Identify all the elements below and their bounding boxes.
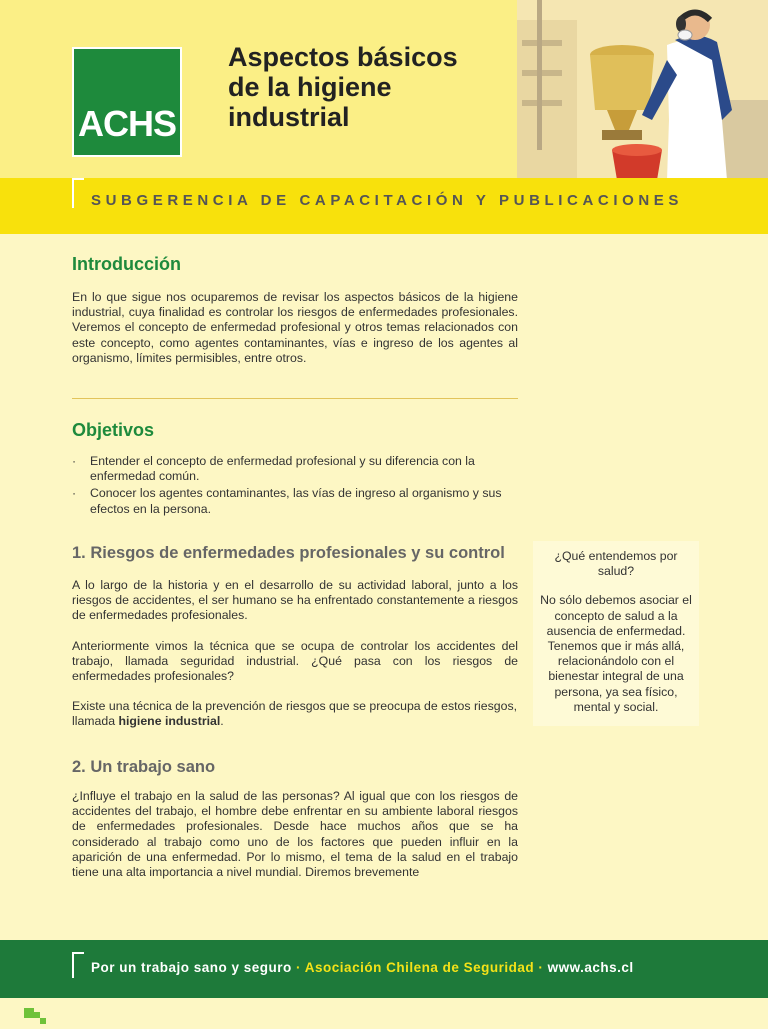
text-span: . [220,714,224,729]
document-title [228,42,518,132]
section1-heading: 1. Riesgos de enfermedades profesionales y su control [72,544,505,562]
corner-decoration [24,1004,48,1024]
sidebar-answer: No sólo debemos asociar el concepto de salud a la ausencia de enfermedad. Tenemos que ir más allá, relacionándolo con el bienestar integral de una persona, ya sea físico, mental y social. [540,593,692,714]
band-corner-mark [72,178,84,208]
footer-org: Asociación Chilena de Seguridad [304,960,535,975]
footer-separator: · [291,960,305,975]
intro-heading: Introducción [72,254,181,274]
footer-slogan: Por un trabajo sano y seguro [91,960,292,975]
intro-paragraph: En lo que sigue nos ocuparemos de revisar los aspectos básicos de la higiene industrial, cuya finalidad es controlar los riesgos de enfermedades profesionales. Veremos el concepto de enfermedad profesional y otros temas relacionados con este concepto, como agentes contaminantes, vías e ingreso de los agentes al organismo, límites permisibles, entre otros. [72,290,518,365]
worker-illustration [517,0,768,180]
list-item: · Entender el concepto de enfermedad profesional y su diferencia con la enfermedad común. [72,454,518,484]
section2-heading: 2. Un trabajo sano [72,758,216,776]
list-item: · Conocer los agentes contaminantes, las vías de ingreso al organismo y sus efectos en la persona. [72,486,518,516]
achs-logo [72,47,182,157]
section2-paragraph: ¿Influye el trabajo en la salud de las personas? Al igual que con los riesgos de accidentes del trabajo, el hombre debe enfrentar en su ambiente laboral riesgos de enfermedades profesionales. Desde hace muchos años que se ha considerado al trabajo como uno de los factores que pueden influir en la aparición de una enfermedad. Por lo mismo, el tema de la salud en el trabajo tiene una alta importancia a nivel mundial. Diremos brevemente [72,789,518,880]
title-line: Aspectos básicos [228,42,458,72]
logo-text: ACHS [77,103,176,144]
objectives-heading: Objetivos [72,420,155,440]
bold-term: higiene industrial [118,714,221,729]
sidebar-question: ¿Qué entendemos por salud? [554,549,678,579]
section-divider [72,398,518,399]
footer-text [91,960,634,975]
text-span: Existe una técnica de la prevención de riesgos que se preocupa de estos riesgos, llamada [72,699,518,729]
section1-paragraph [72,699,518,729]
objectives-list [72,454,518,519]
title-line: industrial [228,102,350,132]
footer-corner-mark [72,952,84,978]
section1-paragraph: Anteriormente vimos la técnica que se ocupa de controlar los accidentes del trabajo, llamada seguridad industrial. ¿Qué pasa con los riesgos de enfermedades profesionales? [72,639,518,684]
department-name: SUBGERENCIA DE CAPACITACIÓN Y PUBLICACIONES [91,192,684,209]
section1-paragraph: A lo largo de la historia y en el desarrollo de su actividad laboral, junto a los riesgos de accidentes, el ser humano se ha enfrentado constantemente a riesgos de enfermedades profesionales. [72,578,518,623]
title-line: de la higiene [228,72,392,102]
sidebar-box [533,541,699,726]
footer-separator: · [534,960,548,975]
footer-url-link[interactable]: www.achs.cl [547,960,634,975]
